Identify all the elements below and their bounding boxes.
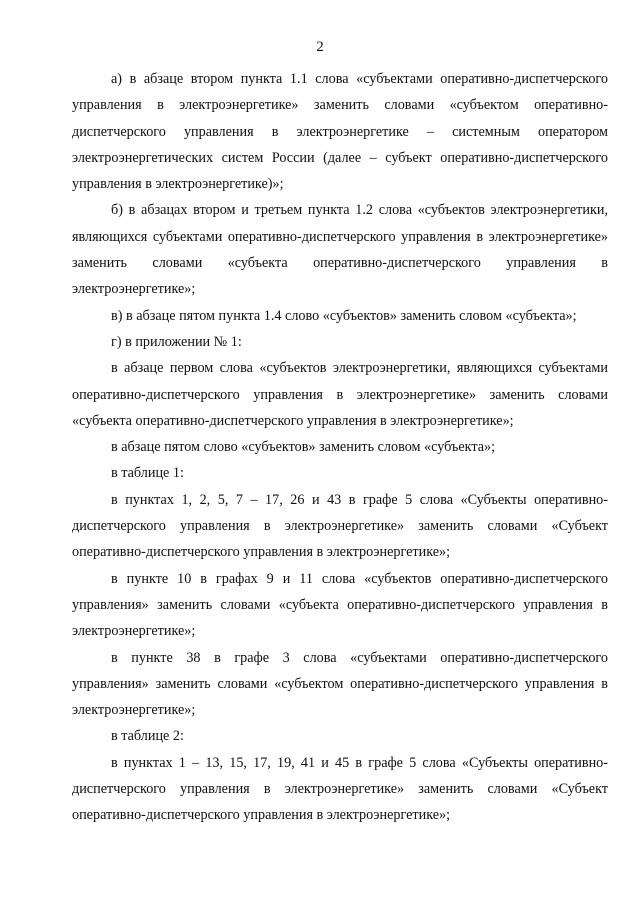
paragraph-table-2: в таблице 2:: [111, 728, 184, 745]
paragraph-table-1: в таблице 1:: [111, 465, 184, 482]
document-body: [72, 66, 608, 829]
paragraph-appendix-fifth: в абзаце пятом слово «субъектов» заменить словом «субъекта»;: [111, 439, 496, 456]
paragraph-table-1-item-38: в пункте 38 в графе 3 слова «субъектами оперативно-диспетчерского управления» заменить словами «субъектом оперативно-диспетчерского управления в электроэнергетике»;: [72, 649, 608, 719]
page-number: 2: [316, 39, 324, 55]
paragraph-appendix-first: в абзаце первом слова «субъектов электроэнергетики, являющихся субъектами оперативно-диспетчерского управления в электроэнергетике» заменить словами «субъекта оперативно-диспетчерского управления в электроэнергетике»;: [72, 360, 608, 429]
paragraph-v: в) в абзаце пятом пункта 1.4 слово «субъектов» заменить словом «субъекта»;: [111, 307, 577, 324]
paragraph-table-2-items: в пунктах 1 – 13, 15, 17, 19, 41 и 45 в графе 5 слова «Субъекты оперативно-диспетчерского управления в электроэнергетике» заменить словами «Субъект оперативно-диспетчерского управления в электроэнергетике»;: [72, 754, 608, 824]
paragraph-g: г) в приложении № 1:: [111, 333, 242, 350]
paragraph-a: а) в абзаце втором пункта 1.1 слова «субъектами оперативно-диспетчерского управления в электроэнергетике» заменить словами «субъектом оперативно-диспетчерского управления в электроэнергетике – системным оператором электроэнергетических систем России (далее – субъект оперативно-диспетчерского управления в электроэнергетике)»;: [72, 71, 608, 193]
paragraph-table-1-items: в пунктах 1, 2, 5, 7 – 17, 26 и 43 в графе 5 слова «Субъекты оперативно-диспетчерского управления в электроэнергетике» заменить словами «Субъект оперативно-диспетчерского управления в электроэнергетике»;: [72, 491, 608, 561]
paragraph-table-1-item-10: в пункте 10 в графах 9 и 11 слова «субъектов оперативно-диспетчерского управления» заменить словами «субъекта оперативно-диспетчерского управления в электроэнергетике»;: [72, 570, 608, 640]
paragraph-b: б) в абзацах втором и третьем пункта 1.2 слова «субъектов электроэнергетики, являющихся субъектами оперативно-диспетчерского управления в электроэнергетике» заменить словами «субъекта оперативно-диспетчерского управления в электроэнергетике»;: [72, 202, 608, 298]
